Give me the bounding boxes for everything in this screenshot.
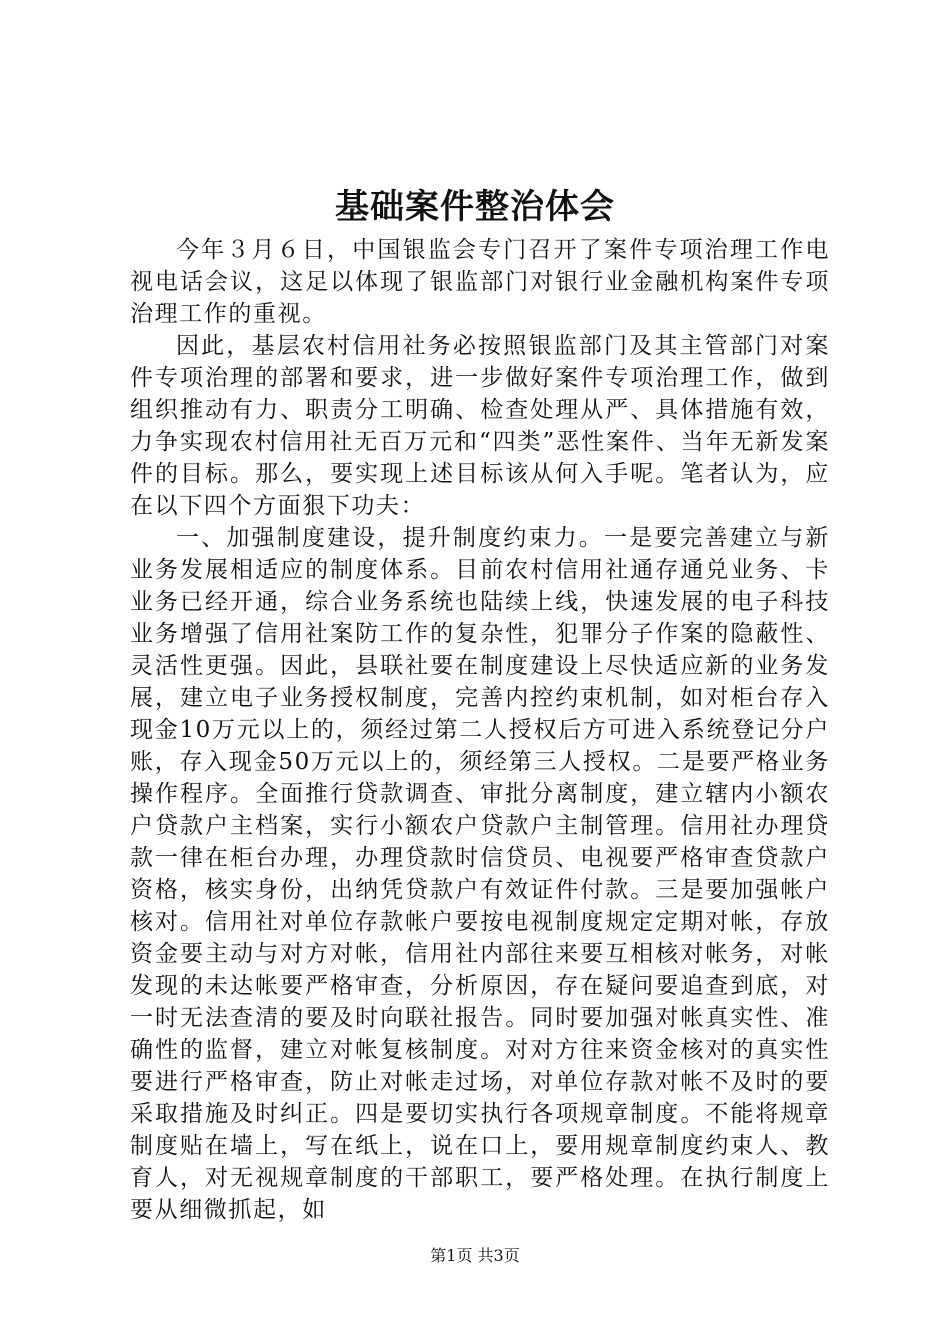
paragraph-system-building: 一、加强制度建设，提升制度约束力。一是要完善建立与新业务发展相适应的制度体系。目前农村信用社通存通兑业务、卡业务已经开通，综合业务系统也陆续上线，快速发展的电子科技业务增强了信用社案防工作的复杂性，犯罪分子作案的隐蔽性、灵活性更强。因此，县联社要在制度建设上尽快适应新的业务发展，建立电子业务授权制度，完善内控约束机制，如对柜台存入现金10万元以上的，须经过第二人授权后方可进入系统登记分户账，存入现金50万元以上的，须经第三人授权。二是要严格业务操作程序。全面推行贷款调查、审批分离制度，建立辖内小额农户贷款户主档案，实行小额农户贷款户主制管理。信用社办理贷款一律在柜台办理，办理贷款时信贷员、电视要严格审查贷款户资格，核实身份，出纳凭贷款户有效证件付款。三是要加强帐户核对。信用社对单位存款帐户要按电视制度规定定期对帐，存放资金要主动与对方对帐，信用社内部往来要互相核对帐务，对帐发现的未达帐要严格审查，分析原因，存在疑问要追查到底，对一时无法查清的要及时向联社报告。同时要加强对帐真实性、准确性的监督，建立对帐复核制度。对对方往来资金核对的真实性要进行严格审查，防止对帐走过场，对单位存款对帐不及时的要采取措施及时纠正。四是要切实执行各项规章制度。不能将规章制度贴在墙上，写在纸上，说在口上，要用规章制度约束人、教育人，对无视规章制度的干部职工，要严格处理。在执行制度上要从细微抓起，如 — [130, 525, 830, 1223]
page-footer: 第1页 共3页 — [430, 1246, 520, 1265]
document-title: 基础案件整治体会 — [335, 187, 615, 227]
paragraph-goal: 因此，基层农村信用社务必按照银监部门及其主管部门对案件专项治理的部署和要求，进一步做好案件专项治理工作，做到组织推动有力、职责分工明确、检查处理从严、具体措施有效，力争实现农村信用社无百万元和“四类”恶性案件、当年无新发案件的目标。那么，要实现上述目标该从何入手呢。笔者认为，应在以下四个方面狠下功夫： — [130, 333, 830, 519]
document-body — [130, 234, 830, 1226]
paragraph-intro: 今年３月６日，中国银监会专门召开了案件专项治理工作电视电话会议，这足以体现了银监部门对银行业金融机构案件专项治理工作的重视。 — [130, 237, 830, 327]
